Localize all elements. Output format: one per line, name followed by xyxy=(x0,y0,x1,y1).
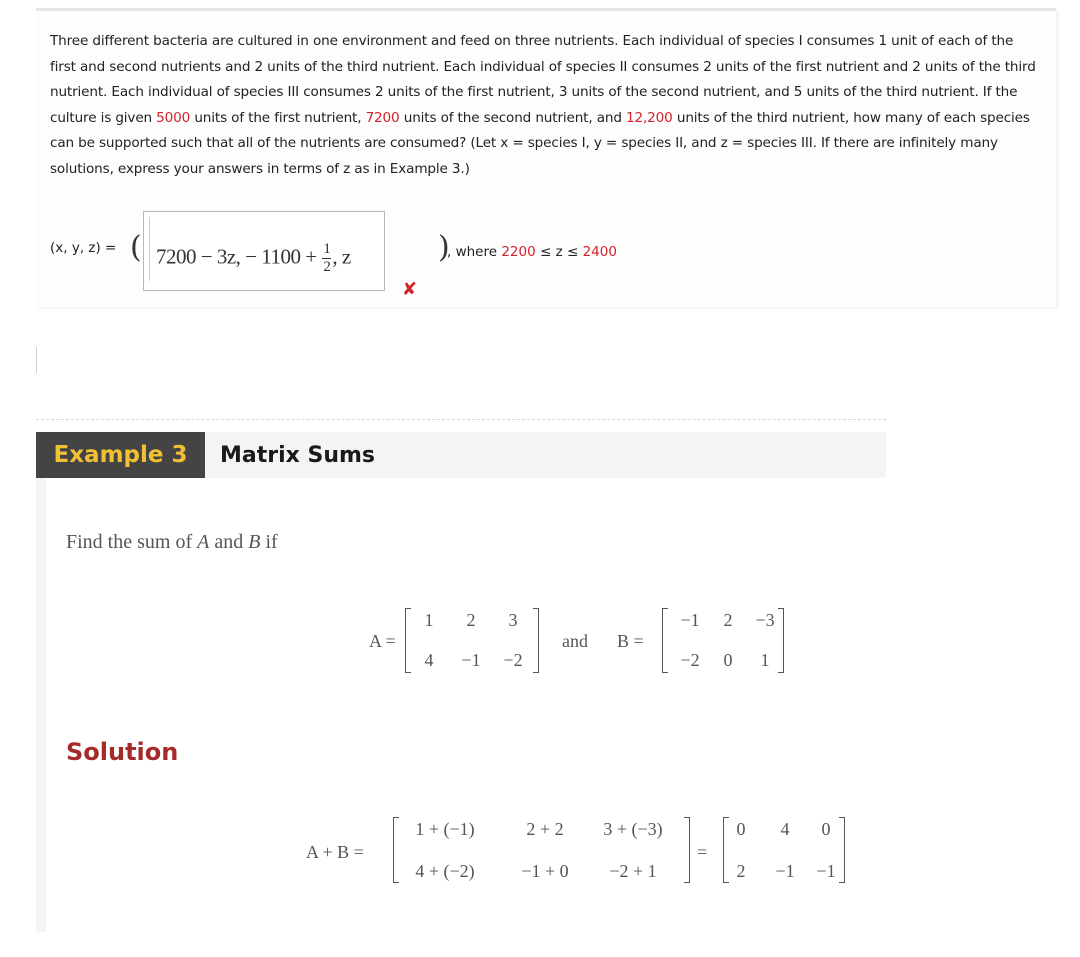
section-divider xyxy=(36,419,886,420)
example-prompt xyxy=(66,531,278,554)
nutrient-3-amount: 12,200 xyxy=(626,109,673,126)
matrix-cell: 0 xyxy=(821,819,831,839)
example-title: Matrix Sums xyxy=(220,443,376,468)
matrix-cell: −1 xyxy=(680,610,700,630)
matrix-cell: 0 xyxy=(723,650,733,670)
problem-text-part: units of the first nutrient, xyxy=(190,109,366,126)
bracket-right xyxy=(533,608,539,673)
answer-value-prefix: 7200 − 3z, − 1100 + xyxy=(156,244,322,269)
bracket-right xyxy=(684,817,690,883)
problem-text-part: Three different bacteria are cultured in one environment and feed on three nutrients. Each individual of species I consumes 1 unit of each of the first and second nutrients and 2 units of the third nutrient. Each individual of species II consumes 2 units of the first nutrient and 2 units of the third nutrient. Each individual of species III consumes 2 units of the first nutrient, 3 units of the second nutrient, and 5 units of the third nutrient. If the culture is given xyxy=(50,33,1036,126)
problem-card xyxy=(36,8,1056,307)
matrix-cell: 4 + (−2) xyxy=(415,861,475,881)
prompt-var-b: B xyxy=(248,531,261,553)
nutrient-1-amount: 5000 xyxy=(156,109,191,126)
matrix-cell: 2 xyxy=(466,610,476,630)
matrix-cell: 1 + (−1) xyxy=(415,819,475,839)
matrix-cell: −1 xyxy=(816,861,836,881)
open-paren: ( xyxy=(130,230,142,265)
result-matrix xyxy=(723,817,845,883)
answer-value xyxy=(156,241,351,276)
prompt-text: Find the sum of xyxy=(66,531,198,553)
matrix-cell: −1 + 0 xyxy=(521,861,569,881)
prompt-text: if xyxy=(260,531,278,553)
matrix-cell: −1 xyxy=(461,650,481,670)
sum-label: A + B = xyxy=(306,842,364,862)
where-prefix: , where xyxy=(447,244,502,260)
problem-statement xyxy=(50,29,1040,183)
matrix-b xyxy=(662,608,784,673)
matrix-cell: 4 xyxy=(424,650,434,670)
sum-matrix xyxy=(393,817,690,883)
solution-heading: Solution xyxy=(66,738,179,766)
answer-value-suffix: , z xyxy=(332,244,351,269)
matrix-cell: 2 + 2 xyxy=(526,819,564,839)
and-word: and xyxy=(562,631,588,651)
matrix-a-label: A = xyxy=(369,631,396,651)
matrix-cell: −1 xyxy=(775,861,795,881)
matrix-cell: 3 xyxy=(508,610,518,630)
z-max: 2400 xyxy=(582,244,617,260)
prompt-var-a: A xyxy=(197,531,210,553)
answer-fraction xyxy=(322,241,331,276)
prompt-text: and xyxy=(209,531,249,553)
answer-input[interactable] xyxy=(143,211,385,291)
answer-input-inner[interactable] xyxy=(149,217,378,281)
nutrient-2-amount: 7200 xyxy=(365,109,400,126)
matrix-cell: 0 xyxy=(736,819,746,839)
matrix-cell: 2 xyxy=(736,861,746,881)
matrix-cell: −2 xyxy=(503,650,523,670)
matrix-a xyxy=(405,608,539,673)
example-badge: Example 3 xyxy=(36,432,205,478)
answer-label: (x, y, z) = xyxy=(50,240,117,256)
z-min: 2200 xyxy=(501,244,536,260)
bracket-left xyxy=(662,608,668,673)
bracket-right xyxy=(778,608,784,673)
z-constraint xyxy=(447,244,617,260)
matrix-b-label: B = xyxy=(617,631,644,651)
fraction-numerator: 1 xyxy=(323,241,331,257)
incorrect-icon: ✘ xyxy=(402,279,418,300)
where-middle: ≤ z ≤ xyxy=(535,244,583,260)
bracket-left xyxy=(723,817,729,883)
problem-text-part: units of the third nutrient, how many of each species can be supported such that all of the nutrients are consumed? (Let x = species I, y = species II, and z = species III. If there are infinitely many solutions, express your answers in terms of z as in Example 3.) xyxy=(50,109,1030,177)
equals-sign: = xyxy=(697,842,708,862)
matrix-cell: 4 xyxy=(780,819,790,839)
close-paren: ) xyxy=(438,230,450,265)
answer-row xyxy=(50,206,1030,300)
bracket-left xyxy=(393,817,399,883)
bracket-left xyxy=(405,608,411,673)
matrix-cell: −2 xyxy=(680,650,700,670)
matrix-cell: 1 xyxy=(424,610,434,630)
matrix-cell: 1 xyxy=(760,650,770,670)
bracket-right xyxy=(839,817,845,883)
matrix-cell: 2 xyxy=(723,610,733,630)
divider-mark xyxy=(36,347,37,373)
fraction-denominator: 2 xyxy=(323,259,331,275)
matrix-cell: −2 + 1 xyxy=(609,861,657,881)
matrix-cell: 3 + (−3) xyxy=(603,819,663,839)
matrix-cell: −3 xyxy=(755,610,775,630)
problem-text-part: units of the second nutrient, and xyxy=(399,109,627,126)
